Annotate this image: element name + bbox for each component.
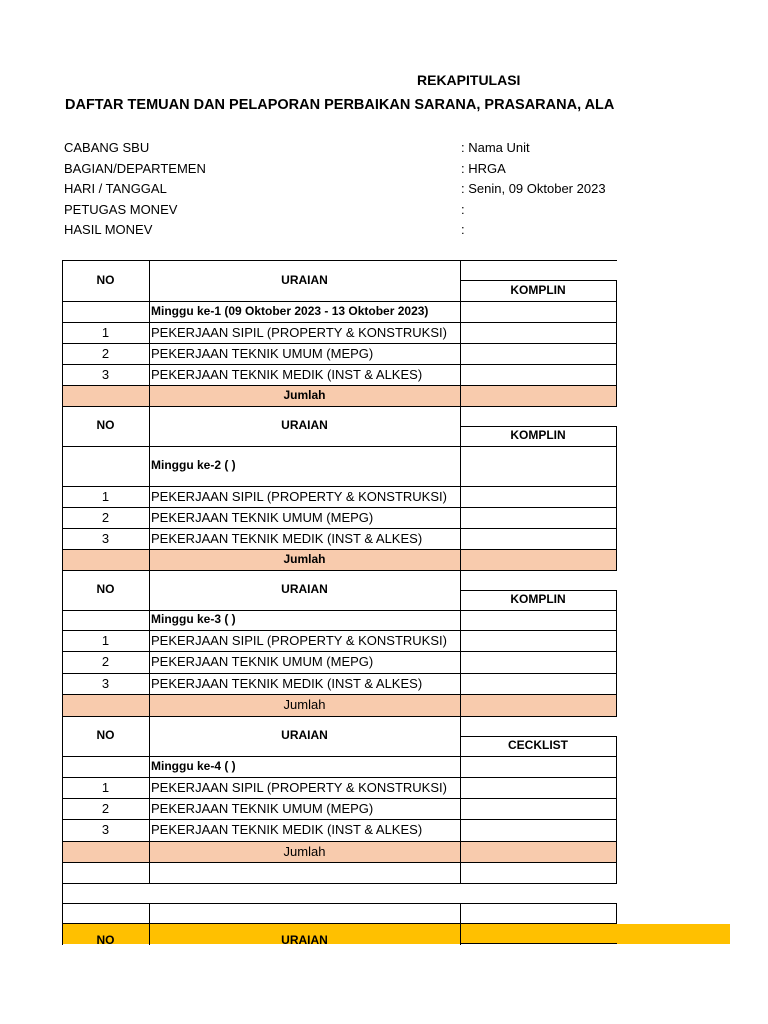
header-uraian: URAIAN (281, 272, 328, 287)
table-gridline (62, 570, 617, 571)
table-gridline (62, 841, 617, 842)
header-no: NO (96, 272, 115, 287)
table-gridline (62, 446, 617, 447)
info-label-hasil: HASIL MONEV (64, 222, 153, 237)
header-no: NO (96, 582, 115, 596)
info-label-petugas: PETUGAS MONEV (64, 202, 178, 217)
info-value-tanggal: : Senin, 09 Oktober 2023 (461, 181, 606, 196)
table-gridline (62, 486, 617, 487)
table-gridline (62, 903, 63, 924)
table-gridline (460, 280, 617, 281)
info-label-bagian: BAGIAN/DEPARTEMEN (64, 161, 206, 176)
table-row-no: 1 (101, 779, 110, 795)
table-row-uraian: PEKERJAAN TEKNIK MEDIK (INST & ALKES) (151, 822, 423, 837)
jumlah-label: Jumlah (283, 697, 326, 712)
table-gridline (62, 343, 617, 344)
table-row-no: 2 (101, 509, 110, 525)
table-gridline (460, 426, 617, 427)
table-gridline (62, 903, 617, 904)
table-gridline (616, 903, 617, 924)
table-gridline (62, 798, 617, 799)
table-row-no: 1 (101, 488, 110, 504)
table-gridline (460, 590, 617, 591)
table-row-no: 3 (101, 366, 110, 382)
table-gridline (62, 322, 617, 323)
week-label: Minggu ke-4 ( ) (151, 758, 236, 773)
table-row-uraian: PEKERJAAN TEKNIK UMUM (MEPG) (151, 800, 374, 816)
jumlah-label: Jumlah (283, 843, 326, 859)
table-gridline (460, 943, 617, 944)
table-row-no: 3 (101, 675, 110, 691)
jumlah-label: Jumlah (283, 551, 326, 566)
table-gridline (62, 694, 617, 695)
table-row-uraian: PEKERJAAN TEKNIK UMUM (MEPG) (151, 509, 374, 525)
table-gridline (149, 862, 150, 884)
info-value-petugas: : (461, 202, 465, 217)
table-row-uraian: PEKERJAAN SIPIL (PROPERTY & KONSTRUKSI) (151, 632, 447, 648)
table-gridline (62, 630, 617, 631)
jumlah-label: Jumlah (283, 387, 326, 402)
table-gridline (460, 260, 461, 407)
week-label: Minggu ke-1 (09 Oktober 2023 - 13 Oktober 2023) (151, 303, 429, 318)
table-gridline (616, 426, 617, 571)
info-value-cabang: : Nama Unit (461, 140, 530, 155)
table-row-uraian: PEKERJAAN TEKNIK MEDIK (INST & ALKES) (151, 366, 423, 382)
table-gridline (62, 406, 617, 407)
table-gridline (62, 819, 617, 820)
table-gridline (616, 862, 617, 884)
table-row-no: 2 (101, 800, 110, 816)
header-no: NO (96, 728, 115, 742)
table-gridline (62, 364, 617, 365)
info-label-cabang: CABANG SBU (64, 140, 150, 155)
table-gridline (62, 673, 617, 674)
table-gridline (62, 528, 617, 529)
info-label-tanggal: HARI / TANGGAL (64, 181, 167, 196)
table-gridline (62, 756, 617, 757)
info-value-bagian: : HRGA (461, 161, 506, 176)
header-right: KOMPLIN (510, 428, 566, 442)
footer-header-uraian: URAIAN (281, 933, 328, 947)
table-gridline (62, 651, 617, 652)
table-gridline (62, 777, 617, 778)
table-gridline (616, 280, 617, 407)
document-title: REKAPITULASI (417, 72, 521, 88)
table-gridline (62, 301, 617, 302)
header-uraian: URAIAN (281, 418, 328, 432)
header-uraian: URAIAN (281, 728, 328, 742)
table-gridline (62, 260, 617, 261)
footer-header-no: NO (96, 933, 115, 947)
table-row-uraian: PEKERJAAN TEKNIK MEDIK (INST & ALKES) (151, 530, 423, 546)
week-label: Minggu ke-3 ( ) (151, 612, 236, 626)
table-row-uraian: PEKERJAAN SIPIL (PROPERTY & KONSTRUKSI) (151, 488, 447, 504)
table-row-uraian: PEKERJAAN TEKNIK UMUM (MEPG) (151, 654, 374, 669)
table-gridline (62, 549, 617, 550)
week-label: Minggu ke-2 ( ) (151, 458, 236, 472)
info-value-hasil: : (461, 222, 465, 237)
table-row-no: 3 (101, 530, 110, 546)
table-row-no: 1 (101, 324, 110, 340)
header-uraian: URAIAN (281, 582, 328, 596)
table-row-uraian: PEKERJAAN TEKNIK MEDIK (INST & ALKES) (151, 675, 423, 691)
header-right: CECKLIST (508, 738, 568, 752)
table-row-uraian: PEKERJAAN TEKNIK UMUM (MEPG) (151, 345, 374, 361)
table-gridline (62, 883, 63, 904)
table-row-no: 1 (101, 632, 110, 648)
table-gridline (149, 903, 150, 924)
header-right: KOMPLIN (510, 282, 566, 297)
document-subtitle: DAFTAR TEMUAN DAN PELAPORAN PERBAIKAN SARANA, PRASARANA, ALA (65, 97, 615, 113)
table-gridline (460, 923, 461, 945)
table-gridline (62, 610, 617, 611)
table-row-no: 2 (101, 345, 110, 361)
table-gridline (62, 883, 617, 884)
table-gridline (62, 385, 617, 386)
table-gridline (460, 903, 461, 924)
table-row-no: 3 (101, 822, 110, 837)
table-gridline (460, 862, 461, 884)
table-gridline (62, 862, 63, 884)
table-row-no: 2 (101, 654, 110, 669)
header-no: NO (96, 418, 115, 432)
table-gridline (62, 716, 617, 717)
table-gridline (62, 862, 617, 863)
table-row-uraian: PEKERJAAN SIPIL (PROPERTY & KONSTRUKSI) (151, 324, 447, 340)
header-right: KOMPLIN (510, 592, 566, 606)
table-gridline (616, 590, 617, 717)
table-gridline (62, 507, 617, 508)
table-gridline (460, 736, 617, 737)
table-row-uraian: PEKERJAAN SIPIL (PROPERTY & KONSTRUKSI) (151, 779, 447, 795)
table-gridline (616, 736, 617, 863)
